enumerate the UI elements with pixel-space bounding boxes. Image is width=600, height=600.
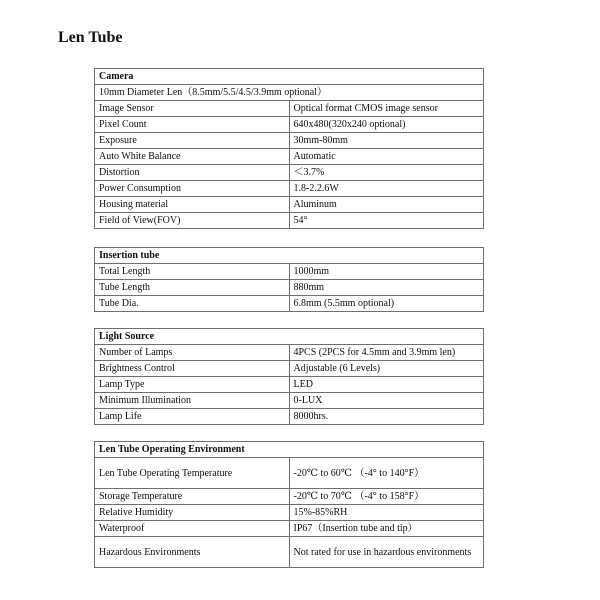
spec-value: -20℃ to 70℃ （-4° to 158°F） bbox=[289, 489, 484, 505]
table-row bbox=[95, 264, 484, 280]
spec-value: Automatic bbox=[289, 149, 484, 165]
light-source-spec-table bbox=[94, 328, 484, 425]
spec-value: 640x480(320x240 optional) bbox=[289, 117, 484, 133]
spec-value: -20℃ to 60℃ （-4° to 140°F） bbox=[289, 458, 484, 489]
table-row bbox=[95, 117, 484, 133]
spec-value: 30mm-80mm bbox=[289, 133, 484, 149]
table-row bbox=[95, 133, 484, 149]
spec-value: 880mm bbox=[289, 280, 484, 296]
insertion-tube-spec-table bbox=[94, 247, 484, 312]
table-row bbox=[95, 85, 484, 101]
spec-label: Minimum Illumination bbox=[95, 393, 290, 409]
spec-value: 1.8-2.2.6W bbox=[289, 181, 484, 197]
spec-label: Number of Lamps bbox=[95, 345, 290, 361]
spec-label: Field of View(FOV) bbox=[95, 213, 290, 229]
spec-label: Housing material bbox=[95, 197, 290, 213]
spec-label: Waterproof bbox=[95, 521, 290, 537]
spec-label: Auto White Balance bbox=[95, 149, 290, 165]
operating-environment-section-header: Len Tube Operating Environment bbox=[95, 442, 484, 458]
spec-label: Power Consumption bbox=[95, 181, 290, 197]
spec-value: 15%-85%RH bbox=[289, 505, 484, 521]
spec-value: LED bbox=[289, 377, 484, 393]
insertion-tube-section-header: Insertion tube bbox=[95, 248, 484, 264]
table-row bbox=[95, 409, 484, 425]
spec-value: 54° bbox=[289, 213, 484, 229]
spec-value: IP67（Insertion tube and tip） bbox=[289, 521, 484, 537]
table-row bbox=[95, 181, 484, 197]
spec-label: Image Sensor bbox=[95, 101, 290, 117]
table-row bbox=[95, 101, 484, 117]
table-row bbox=[95, 537, 484, 568]
table-header-row bbox=[95, 248, 484, 264]
spec-label: Tube Dia. bbox=[95, 296, 290, 312]
table-row bbox=[95, 165, 484, 181]
spec-value: Adjustable (6 Levels) bbox=[289, 361, 484, 377]
spec-value: Not rated for use in hazardous environments bbox=[289, 537, 484, 568]
table-row bbox=[95, 521, 484, 537]
spec-label: Distortion bbox=[95, 165, 290, 181]
spec-value: 1000mm bbox=[289, 264, 484, 280]
table-row bbox=[95, 361, 484, 377]
spec-value: Optical format CMOS image sensor bbox=[289, 101, 484, 117]
spec-label: Hazardous Environments bbox=[95, 537, 290, 568]
camera-section-header: Camera bbox=[95, 69, 484, 85]
spec-label: Total Length bbox=[95, 264, 290, 280]
spec-value: ＜3.7% bbox=[289, 165, 484, 181]
camera-spec-table bbox=[94, 68, 484, 229]
spec-value: 0-LUX bbox=[289, 393, 484, 409]
table-row bbox=[95, 377, 484, 393]
spec-label: Storage Temperature bbox=[95, 489, 290, 505]
table-row bbox=[95, 197, 484, 213]
table-header-row bbox=[95, 69, 484, 85]
spec-value: 4PCS (2PCS for 4.5mm and 3.9mm len) bbox=[289, 345, 484, 361]
table-row bbox=[95, 505, 484, 521]
table-header-row bbox=[95, 442, 484, 458]
table-row bbox=[95, 149, 484, 165]
light-source-section-header: Light Source bbox=[95, 329, 484, 345]
spec-label: Relative Humidity bbox=[95, 505, 290, 521]
table-row bbox=[95, 489, 484, 505]
spec-label: Brightness Control bbox=[95, 361, 290, 377]
operating-environment-spec-table bbox=[94, 441, 484, 568]
spec-label: Lamp Life bbox=[95, 409, 290, 425]
spec-label: Pixel Count bbox=[95, 117, 290, 133]
table-row bbox=[95, 345, 484, 361]
spec-label: Len Tube Operating Temperature bbox=[95, 458, 290, 489]
table-row bbox=[95, 393, 484, 409]
spec-value: 8000hrs. bbox=[289, 409, 484, 425]
spec-value: Aluminum bbox=[289, 197, 484, 213]
table-row bbox=[95, 280, 484, 296]
camera-lens-note: 10mm Diameter Len（8.5mm/5.5/4.5/3.9mm optional） bbox=[95, 85, 484, 101]
table-row bbox=[95, 213, 484, 229]
page-title: Len Tube bbox=[58, 29, 123, 46]
spec-label: Tube Length bbox=[95, 280, 290, 296]
table-row bbox=[95, 458, 484, 489]
table-row bbox=[95, 296, 484, 312]
spec-value: 6.8mm (5.5mm optional) bbox=[289, 296, 484, 312]
table-header-row bbox=[95, 329, 484, 345]
spec-label: Exposure bbox=[95, 133, 290, 149]
spec-label: Lamp Type bbox=[95, 377, 290, 393]
